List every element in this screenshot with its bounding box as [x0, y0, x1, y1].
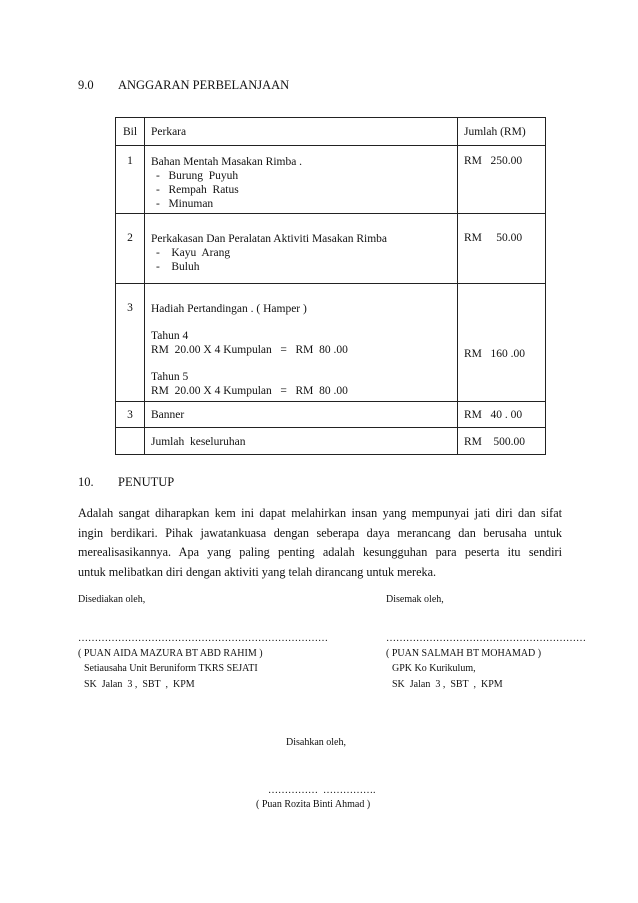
checked-school: SK Jalan 3 , SBT , KPM	[392, 679, 503, 690]
prepared-role: Setiausaha Unit Beruniform TKRS SEJATI	[84, 663, 258, 674]
prepared-name: ( PUAN AIDA MAZURA BT ABD RAHIM )	[78, 648, 263, 659]
row-bil: 3	[116, 402, 145, 428]
row-amount: RM 40 . 00	[458, 402, 546, 428]
row-amount: RM 160 .00	[458, 284, 546, 402]
row-amount: RM 250.00	[458, 146, 546, 214]
checked-by-label: Disemak oleh,	[386, 594, 444, 605]
closing-paragraph	[78, 504, 562, 582]
checked-signature-line: ……………………………………………………	[386, 633, 586, 644]
section-10-title: PENUTUP	[118, 475, 175, 489]
row-item: Banner	[145, 402, 458, 428]
calc-line: RM 20.00 X 4 Kumpulan = RM 80 .00	[151, 344, 348, 356]
row-amount: RM 50.00	[458, 214, 546, 284]
approved-name: ( Puan Rozita Binti Ahmad )	[256, 799, 371, 810]
section-10-number: 10.	[78, 475, 94, 489]
paragraph-line: untuk melibatkan diri dengan aktiviti yang telah dirancang untuk mereka.	[78, 564, 437, 579]
table-row	[116, 146, 546, 214]
sub-item: - Kayu Arang	[156, 247, 231, 259]
row-item: Perkakasan Dan Peralatan Aktiviti Masakan Rimba	[151, 233, 388, 245]
paragraph-line: ingin berdikari. Pihak jawatankuasa dengan seberapa daya merancang dan berusaha untuk	[78, 525, 562, 540]
total-label: Jumlah keseluruhan	[145, 428, 458, 455]
header-jumlah: Jumlah (RM)	[458, 118, 546, 146]
header-bil: Bil	[116, 118, 145, 146]
table-header-row	[116, 118, 546, 146]
prepared-by-label: Disediakan oleh,	[78, 594, 146, 605]
checked-name: ( PUAN SALMAH BT MOHAMAD )	[386, 648, 542, 659]
row-bil: 3	[116, 284, 145, 402]
row-bil: 2	[116, 214, 145, 284]
approved-by-label: Disahkan oleh,	[286, 737, 346, 748]
table-row	[116, 284, 546, 402]
approved-signature-line: …………… …………….	[268, 785, 376, 796]
budget-table	[115, 117, 546, 455]
paragraph-line: Adalah sangat diharapkan kem ini dapat melahirkan insan yang mempunyai jati diri dan sifat	[78, 506, 562, 520]
row-item: Bahan Mentah Masakan Rimba .	[151, 156, 303, 168]
table-row	[116, 214, 546, 284]
header-perkara: Perkara	[145, 118, 458, 146]
table-row	[116, 402, 546, 428]
section-9-title: ANGGARAN PERBELANJAAN	[118, 78, 290, 92]
row-bil: 1	[116, 146, 145, 214]
sub-item: - Buluh	[156, 261, 200, 273]
paragraph-line: merealisasikannya. Apa yang paling penting adalah kesungguhan para peserta itu sendiri	[78, 545, 562, 559]
prepared-school: SK Jalan 3 , SBT , KPM	[84, 679, 195, 690]
prepared-signature-line: …………………………………………………………………	[78, 633, 328, 644]
checked-role: GPK Ko Kurikulum,	[392, 663, 476, 674]
section-9-number: 9.0	[78, 78, 94, 92]
calc-line: RM 20.00 X 4 Kumpulan = RM 80 .00	[151, 385, 348, 397]
year-label: Tahun 5	[151, 371, 189, 383]
sub-item: - Rempah Ratus	[156, 184, 239, 196]
sub-item: - Minuman	[156, 198, 214, 210]
total-amount: RM 500.00	[458, 428, 546, 455]
sub-item: - Burung Puyuh	[156, 170, 239, 182]
row-item: Hadiah Pertandingan . ( Hamper )	[151, 303, 307, 315]
year-label: Tahun 4	[151, 330, 189, 342]
table-total-row	[116, 428, 546, 455]
